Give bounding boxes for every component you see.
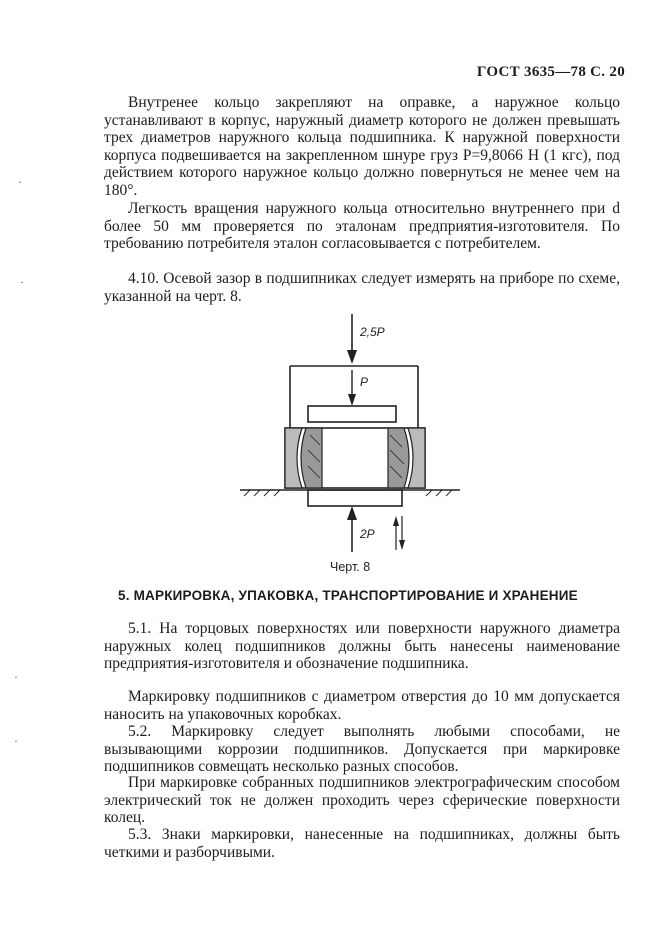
margin-speck: ·	[20, 275, 24, 289]
upper-plate	[308, 406, 396, 422]
bottom-load-arrow-head	[347, 506, 357, 520]
page-header: ГОСТ 3635—78 С. 20	[476, 64, 625, 80]
label-p: P	[360, 375, 369, 389]
paragraph-rotation-ease: Легкость вращения наружного кольца относительно внутреннего при d более 50 мм проверяется по эталонам предприятия-изготовителя. По требованию потребителя эталон согласовывается с потребителем.	[104, 200, 620, 253]
paragraph-inner-ring: Внутренее кольцо закрепляют на оправке, а наружное кольцо устанавливают в корпус, наружный диаметр которого не должен превышать трех диаметров наружного кольца подшипника. К наружной поверхности корпуса подвешивается на закрепленном шнуре груз P=9,8066 Н (1 кгс), под действием которого наружное кольцо должно повернуться не менее чем на 180°.	[104, 94, 620, 199]
label-2p: 2P	[360, 527, 375, 541]
lower-plate	[308, 490, 402, 506]
paragraph-5-2-b: При маркировке собранных подшипников электрографическим способом электрический ток не должен проходить через сферические поверхности колец.	[104, 774, 620, 827]
top-load-arrow-head	[347, 350, 357, 364]
margin-speck: ·	[14, 670, 18, 684]
paragraph-5-2: 5.2. Маркировку следует выполнять любыми способами, не вызывающими коррозии подшипников. Допускается при маркировке подшипников совмещать несколько разных способов.	[104, 723, 620, 776]
right-outer-ring	[408, 428, 425, 488]
paragraph-5-1: 5.1. На торцовых поверхностях или поверхности наружного диаметра наружных колец подшипников должны быть нанесены наименование предприятия-изготовителя и обозначение подшипника.	[104, 620, 620, 673]
mid-load-arrow-head	[348, 394, 356, 406]
section-5-title: 5. МАРКИРОВКА, УПАКОВКА, ТРАНСПОРТИРОВАНИЕ И ХРАНЕНИЕ	[118, 588, 578, 603]
figure-caption: Черт. 8	[330, 560, 371, 574]
figure-8-diagram	[230, 310, 470, 555]
label-2-5p: 2,5P	[360, 325, 385, 339]
paragraph-axial-gap: 4.10. Осевой зазор в подшипниках следует измерять на приборе по схеме, указанной на черт. 8.	[104, 270, 620, 305]
left-outer-ring	[285, 428, 302, 488]
base-hatching	[244, 490, 452, 496]
margin-speck: ·	[14, 734, 18, 748]
paragraph-5-3: 5.3. Знаки маркировки, нанесенные на подшипниках, должны быть четкими и разборчивыми.	[104, 826, 620, 861]
margin-speck: ·	[18, 175, 22, 189]
paragraph-5-1-b: Маркировку подшипников с диаметром отверстия до 10 мм допускается наносить на упаковочных коробках.	[104, 688, 620, 723]
